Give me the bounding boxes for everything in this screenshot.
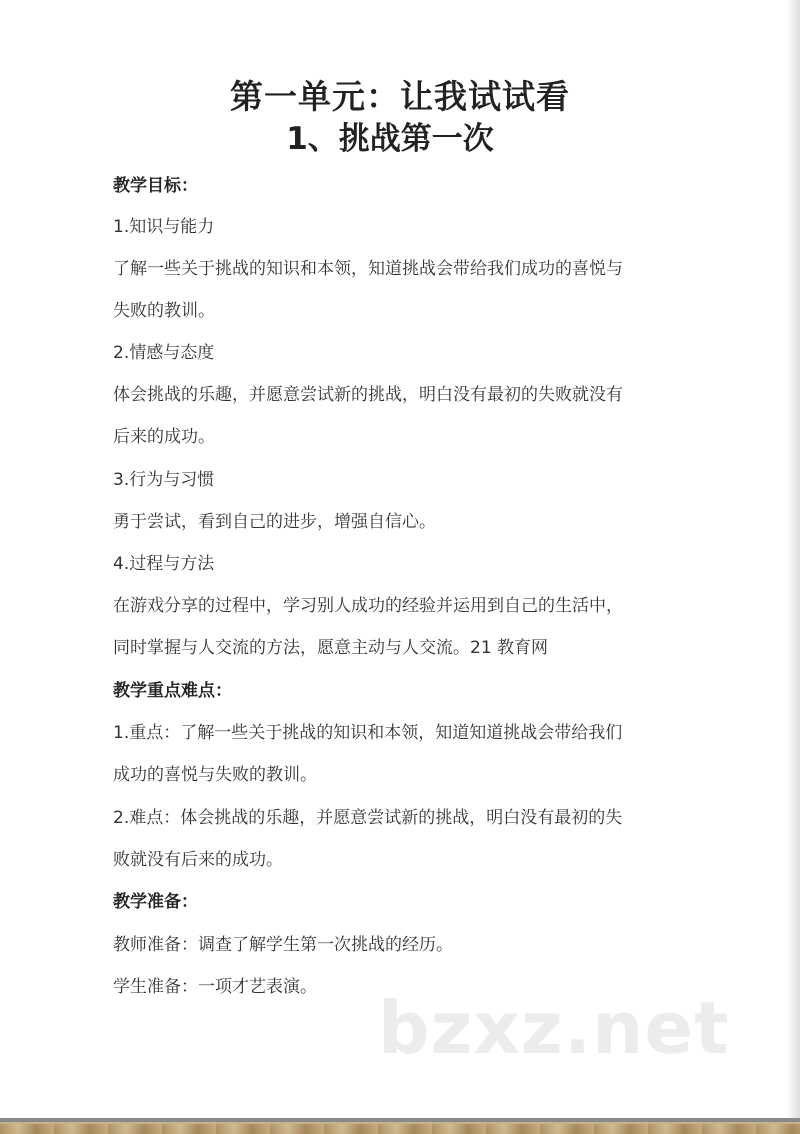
goal-1-text-line-2: 失败的教训。 [113,301,215,321]
goal-4-text-line-2: 同时掌握与人交流的方法，愿意主动与人交流。21 教育网 [113,638,549,658]
goal-2-text-line-2: 后来的成功。 [113,427,215,447]
heading-preparation: 教学准备： [113,892,198,912]
goal-2-heading: 2.情感与态度 [113,343,215,363]
key-point-1-line-2: 成功的喜悦与失败的教训。 [113,765,317,785]
goal-3-heading: 3.行为与习惯 [113,470,215,490]
key-point-2-line-1: 2.难点：体会挑战的乐趣，并愿意尝试新的挑战，明白没有最初的失 [113,808,623,828]
goal-4-text-line-1: 在游戏分享的过程中，学习别人成功的经验并运用到自己的生活中， [113,596,623,616]
heading-teaching-goals: 教学目标： [113,176,198,196]
page-edge-shadow [786,0,800,1118]
goal-4-heading: 4.过程与方法 [113,554,215,574]
watermark: bzxz.net [378,986,730,1070]
document-title: 第一单元：让我试试看 [230,77,570,116]
goal-1-heading: 1.知识与能力 [113,217,215,237]
student-preparation: 学生准备：一项才艺表演。 [113,977,317,997]
heading-key-points: 教学重点难点： [113,681,232,701]
goal-2-text-line-1: 体会挑战的乐趣，并愿意尝试新的挑战，明白没有最初的失败就没有 [113,385,623,405]
key-point-2-line-2: 败就没有后来的成功。 [113,850,283,870]
document-subtitle: 1、挑战第一次 [286,121,494,157]
bottom-edge-strip [0,1118,800,1134]
goal-3-text: 勇于尝试，看到自己的进步，增强自信心。 [113,512,436,532]
goal-1-text-line-1: 了解一些关于挑战的知识和本领，知道挑战会带给我们成功的喜悦与 [113,259,623,279]
teacher-preparation: 教师准备：调查了解学生第一次挑战的经历。 [113,935,453,955]
key-point-1-line-1: 1.重点：了解一些关于挑战的知识和本领，知道知道挑战会带给我们 [113,723,623,743]
